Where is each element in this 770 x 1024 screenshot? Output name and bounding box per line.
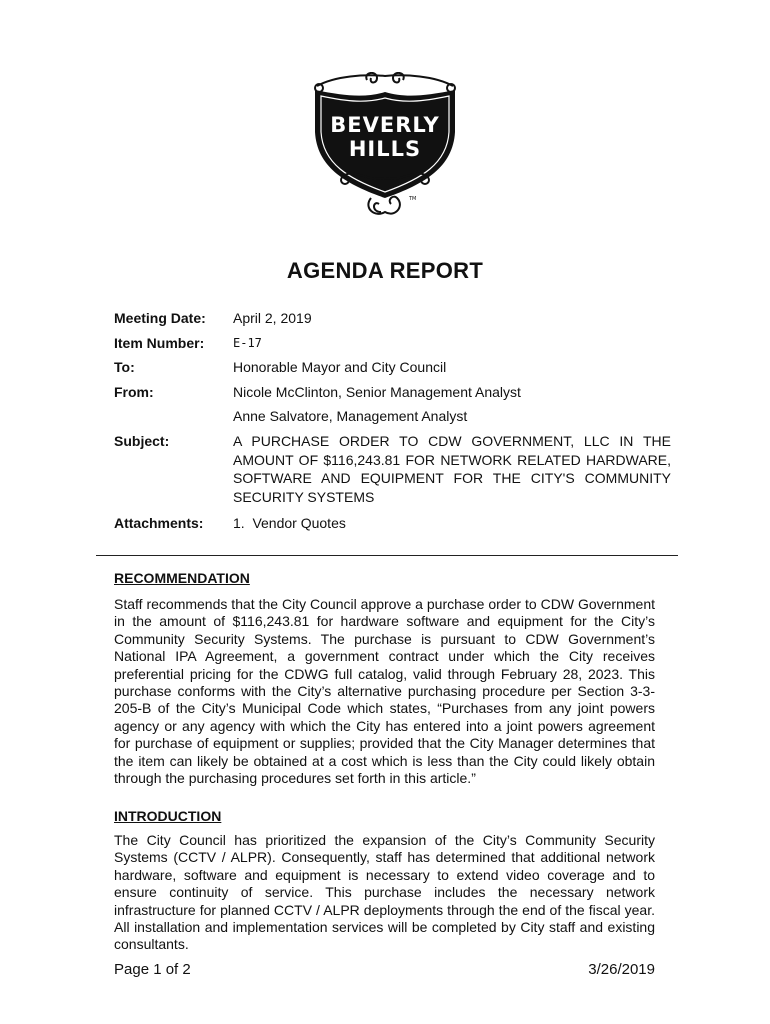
to-label: To: xyxy=(114,359,135,375)
to-value: Honorable Mayor and City Council xyxy=(233,359,447,375)
subject-label: Subject: xyxy=(114,433,170,449)
introduction-heading: INTRODUCTION xyxy=(114,808,222,824)
attachments-value: 1. Vendor Quotes xyxy=(233,515,346,531)
recommendation-heading: RECOMMENDATION xyxy=(114,570,250,586)
from-value-1: Nicole McClinton, Senior Management Analyst xyxy=(233,384,521,400)
meeting-date-value: April 2, 2019 xyxy=(233,310,312,326)
introduction-paragraph: The City Council has prioritized the expansion of the City’s Community Security Systems (CCTV / ALPR). Consequently, staff has determined that additional network hardware, software and equipment is necessary to extend video coverage and to ensure continuity of service. This purchase includes the necessary network infrastructure for planned CCTV / ALPR deployments through the end of the fiscal year. All installation and implementation services will be completed by City staff and existing consultants. xyxy=(114,832,655,953)
item-number-label: Item Number: xyxy=(114,335,205,351)
report-date: 3/26/2019 xyxy=(588,961,655,978)
attachments-label: Attachments: xyxy=(114,515,204,531)
section-divider xyxy=(96,555,678,556)
page-title: AGENDA REPORT xyxy=(286,258,484,283)
logo-text-beverly: BEVERLY xyxy=(330,113,440,137)
beverly-hills-shield-logo xyxy=(305,72,465,222)
recommendation-paragraph: Staff recommends that the City Council approve a purchase order to CDW Government in the amount of $116,243.81 for hardware software and equipment for the City’s Community Security Systems. The purchase is pursuant to CDW Government’s National IPA Agreement, a government contract under which the City receives preferential pricing for the CDWG full catalog, valid through February 28, 2023. This purchase conforms with the City’s alternative purchasing procedure per Section 3-3-205-B of the City’s Municipal Code which states, “Purchases from any joint powers agency or any agency with which the City has entered into a joint powers agreement for purchase of equipment or supplies; provided that the City Manager determines that the item can likely be obtained at a cost which is less than the City could likely obtain through the purchasing procedures set forth in this article.” xyxy=(114,596,655,787)
top-scroll-ornament xyxy=(315,73,455,92)
meeting-date-label: Meeting Date: xyxy=(114,310,206,326)
from-label: From: xyxy=(114,384,154,400)
subject-value: A PURCHASE ORDER TO CDW GOVERNMENT, LLC IN THE AMOUNT OF $116,243.81 FOR NETWORK RELATED HARDWARE, SOFTWARE AND EQUIPMENT FOR THE CITY'S COMMUNITY SECURITY SYSTEMS xyxy=(233,433,671,505)
page-number: Page 1 of 2 xyxy=(114,961,191,978)
from-value-2: Anne Salvatore, Management Analyst xyxy=(233,408,468,424)
svg-text:TM: TM xyxy=(409,196,417,202)
item-number-value: E-17 xyxy=(233,336,262,350)
logo-text-hills: HILLS xyxy=(348,137,422,161)
